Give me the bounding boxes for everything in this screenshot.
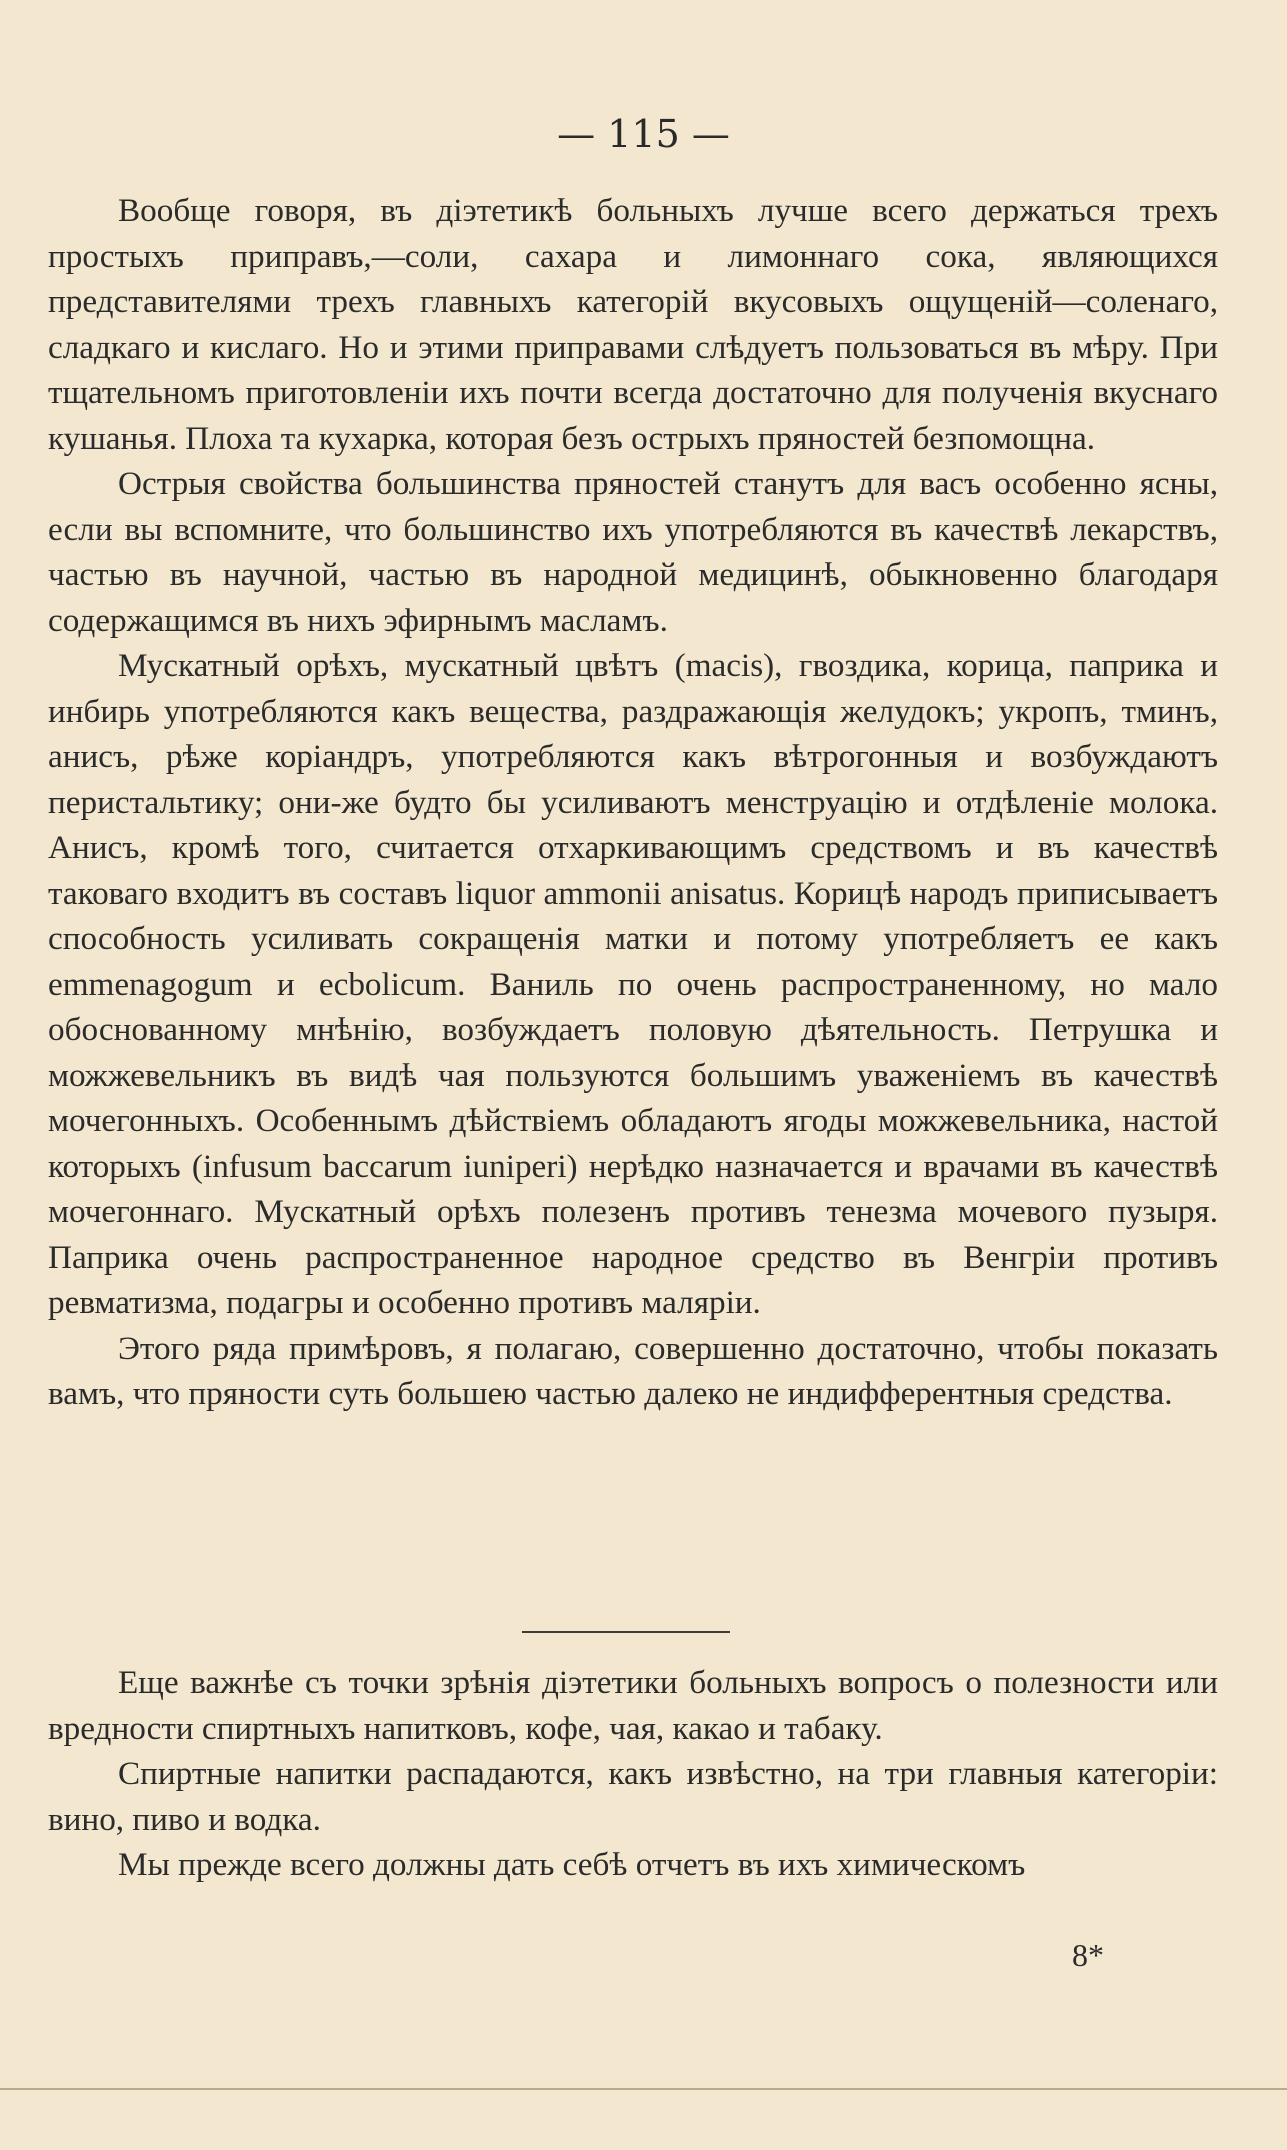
page-number: — 115 — [557,112,730,156]
paragraph: Мускатный орѣхъ, мускатный цвѣтъ (macis), гвоздика, корица, паприка и инбирь употребляются какъ вещества, раздражающія желудокъ; укропъ, тминъ, анисъ, рѣже коріандръ, употребляются какъ вѣтрогонныя и возбуждаютъ перистальтику; они-же будто бы усиливаютъ менструацію и отдѣленіе молока. Анисъ, кромѣ того, считается отхаркивающимъ средствомъ и въ качествѣ таковаго входитъ въ составъ liquor ammonii anisatus. Корицѣ народъ приписываетъ способность усиливать сокращенія матки и потому употребляетъ ее какъ emmenagogum и ecbolicum. Ваниль по очень распространенному, но мало обоснованному мнѣнію, возбуждаетъ половую дѣятельность. Петрушка и можжевельникъ въ видѣ чая пользуются большимъ уваженіемъ въ качествѣ мочегонныхъ. Особеннымъ дѣйствіемъ обладаютъ ягоды можжевельника, настой которыхъ (infusum baccarum iuniperi) нерѣдко назначается и врачами въ качествѣ мочегоннаго. Мускатный орѣхъ полезенъ противъ тенезма мочевого пузыря. Паприка очень распространенное народное средство въ Венгріи противъ ревматизма, подагры и особенно противъ маляріи. [48,647,1218,1321]
paragraph: Острыя свойства большинства пряностей станутъ для васъ особенно ясны, если вы вспомните, что большинство ихъ употребляются въ качествѣ лекарствъ, частью въ научной, частью въ народной медицинѣ, обыкновенно благодаря содержащимся въ нихъ эфирнымъ масламъ. [48,465,1218,639]
paragraph: Вообще говоря, въ діэтетикѣ больныхъ лучше всего держаться трехъ простыхъ приправъ,—соли, сахара и лимоннаго сока, являющихся представителями трехъ главныхъ категорій вкусовыхъ ощущеній—соленаго, сладкаго и кислаго. Но и этими приправами слѣдуетъ пользоваться въ мѣру. При тщательномъ приготовленіи ихъ почти всегда достаточно для полученія вкуснаго кушанья. Плоха та кухарка, которая безъ острыхъ пряностей безпомощна. [48,192,1218,457]
text-section-beverages [48,1660,1218,1888]
paragraph: Еще важнѣе съ точки зрѣнія діэтетики больныхъ вопросъ о полезности или вредности спиртныхъ напитковъ, кофе, чая, какао и табаку. [48,1664,1218,1747]
printer-signature-mark: 8* [1072,1937,1104,1973]
paragraph: Мы прежде всего должны дать себѣ отчетъ въ ихъ химическомъ [118,1846,1026,1883]
paragraph: Спиртные напитки распадаются, какъ извѣстно, на три главныя категоріи: вино, пиво и водка. [48,1755,1218,1838]
page-edge-line [0,2088,1287,2090]
text-section-spices [48,188,1218,1417]
paragraph: Этого ряда примѣровъ, я полагаю, совершенно достаточно, чтобы показать вамъ, что пряности суть большею частью далеко не индифферентныя средства. [48,1329,1218,1412]
section-divider [522,1631,730,1633]
